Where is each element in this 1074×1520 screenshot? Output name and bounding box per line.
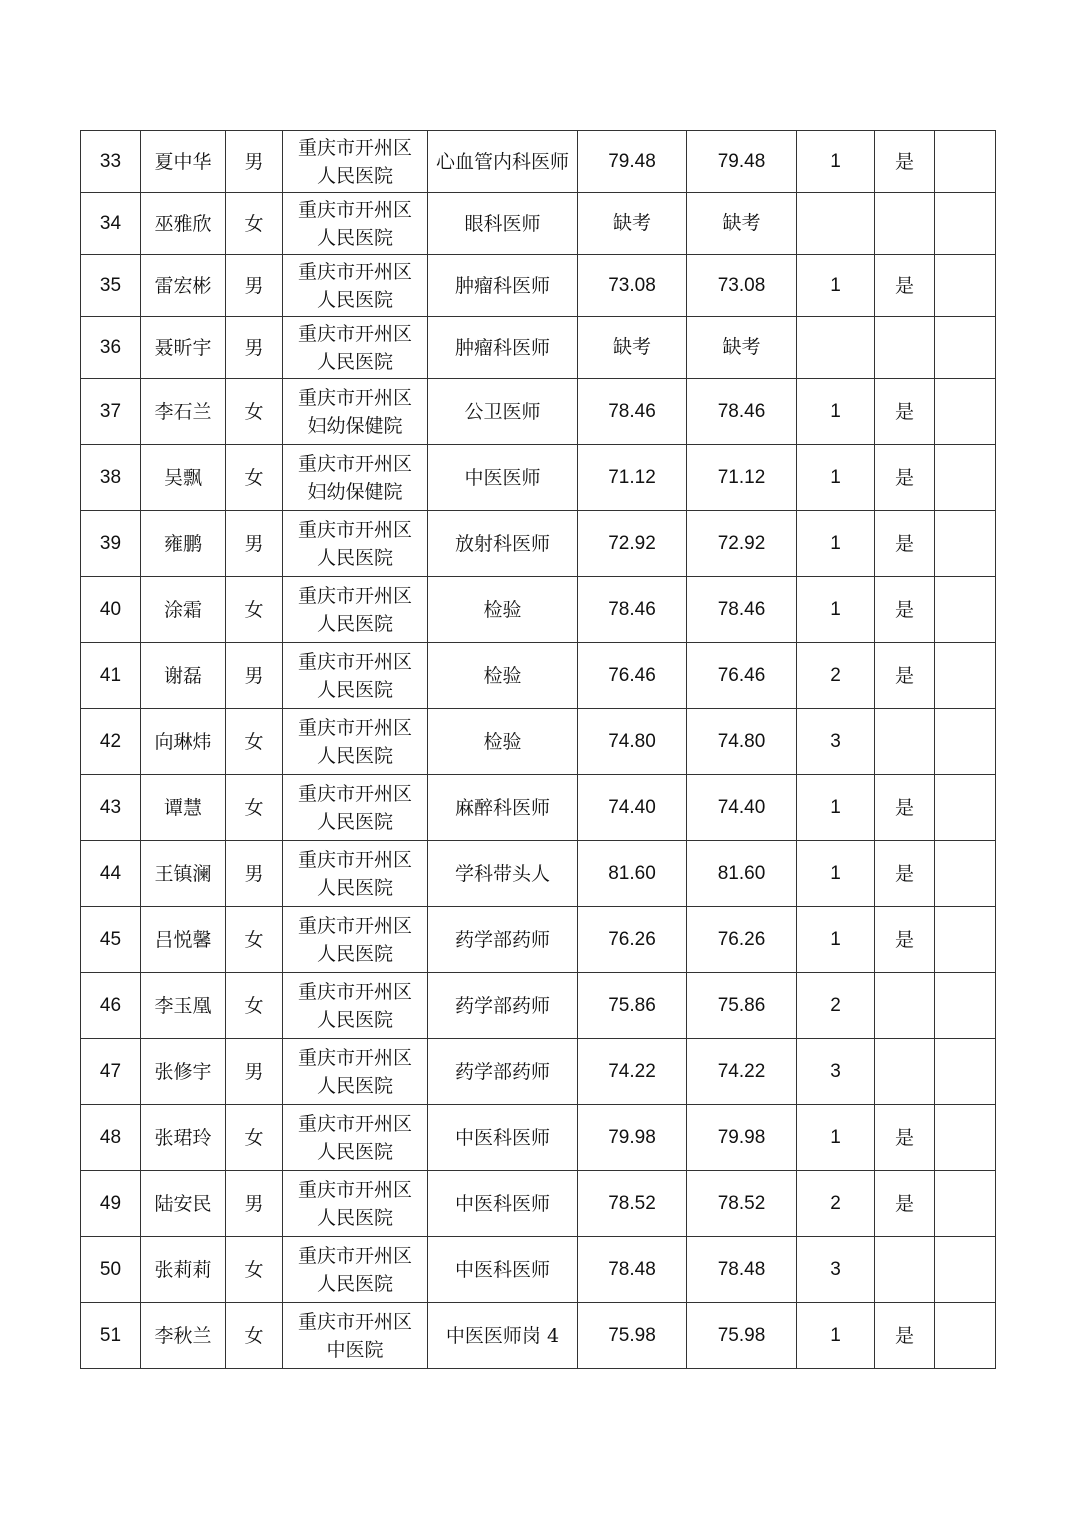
cell-unit: 重庆市开州区妇幼保健院 [283,379,428,445]
cell-enter-exam [875,1039,935,1105]
cell-written-score: 73.08 [578,255,687,317]
cell-name: 李秋兰 [141,1303,226,1369]
cell-position: 放射科医师 [428,511,578,577]
cell-enter-exam: 是 [875,1105,935,1171]
cell-enter-exam: 是 [875,131,935,193]
cell-rank: 2 [797,643,875,709]
cell-rank [797,193,875,255]
cell-total-score: 73.08 [687,255,797,317]
cell-gender: 女 [226,193,283,255]
cell-no: 40 [81,577,141,643]
table-row [81,1171,996,1237]
cell-enter-exam [875,709,935,775]
table-row [81,709,996,775]
cell-total-score: 71.12 [687,445,797,511]
cell-unit: 重庆市开州区人民医院 [283,775,428,841]
table-row [81,131,996,193]
cell-position: 药学部药师 [428,973,578,1039]
cell-written-score: 79.98 [578,1105,687,1171]
cell-position: 学科带头人 [428,841,578,907]
cell-no: 46 [81,973,141,1039]
cell-position: 检验 [428,643,578,709]
cell-enter-exam: 是 [875,379,935,445]
cell-written-score: 76.26 [578,907,687,973]
table-row [81,1303,996,1369]
cell-remark [935,379,996,445]
table-row [81,511,996,577]
table-row [81,445,996,511]
cell-no: 51 [81,1303,141,1369]
cell-rank: 1 [797,255,875,317]
cell-written-score: 79.48 [578,131,687,193]
cell-remark [935,643,996,709]
cell-written-score: 缺考 [578,193,687,255]
cell-remark [935,577,996,643]
cell-total-score: 79.98 [687,1105,797,1171]
cell-rank [797,317,875,379]
cell-no: 48 [81,1105,141,1171]
cell-unit: 重庆市开州区人民医院 [283,1039,428,1105]
cell-gender: 女 [226,1105,283,1171]
table-row [81,973,996,1039]
cell-total-score: 79.48 [687,131,797,193]
cell-unit: 重庆市开州区人民医院 [283,1105,428,1171]
results-table [80,130,996,1369]
cell-name: 吕悦馨 [141,907,226,973]
cell-unit: 重庆市开州区人民医院 [283,643,428,709]
cell-name: 巫雅欣 [141,193,226,255]
cell-enter-exam [875,193,935,255]
cell-remark [935,1039,996,1105]
cell-position: 中医医师岗 4 [428,1303,578,1369]
cell-name: 谭慧 [141,775,226,841]
cell-gender: 男 [226,643,283,709]
table-row [81,1237,996,1303]
cell-enter-exam: 是 [875,775,935,841]
cell-rank: 1 [797,841,875,907]
cell-enter-exam: 是 [875,445,935,511]
cell-total-score: 74.80 [687,709,797,775]
cell-no: 44 [81,841,141,907]
cell-rank: 1 [797,379,875,445]
cell-name: 李玉凰 [141,973,226,1039]
cell-no: 38 [81,445,141,511]
cell-name: 聂昕宇 [141,317,226,379]
cell-remark [935,1105,996,1171]
cell-remark [935,973,996,1039]
cell-total-score: 81.60 [687,841,797,907]
cell-total-score: 78.46 [687,577,797,643]
cell-position: 公卫医师 [428,379,578,445]
table-row [81,1105,996,1171]
cell-name: 谢磊 [141,643,226,709]
cell-total-score: 74.22 [687,1039,797,1105]
cell-remark [935,1237,996,1303]
cell-written-score: 78.46 [578,379,687,445]
cell-name: 吴飘 [141,445,226,511]
cell-remark [935,1171,996,1237]
cell-remark [935,131,996,193]
cell-total-score: 76.26 [687,907,797,973]
cell-no: 34 [81,193,141,255]
cell-gender: 女 [226,1303,283,1369]
cell-enter-exam [875,1237,935,1303]
cell-written-score: 75.86 [578,973,687,1039]
cell-rank: 1 [797,1303,875,1369]
cell-no: 39 [81,511,141,577]
cell-remark [935,255,996,317]
cell-gender: 女 [226,445,283,511]
table-row [81,317,996,379]
cell-written-score: 74.80 [578,709,687,775]
cell-position: 肿瘤科医师 [428,255,578,317]
cell-remark [935,317,996,379]
cell-rank: 1 [797,511,875,577]
cell-gender: 男 [226,255,283,317]
cell-enter-exam: 是 [875,841,935,907]
cell-position: 肿瘤科医师 [428,317,578,379]
cell-remark [935,841,996,907]
cell-no: 50 [81,1237,141,1303]
table-row [81,577,996,643]
cell-rank: 2 [797,1171,875,1237]
cell-name: 张修宇 [141,1039,226,1105]
cell-gender: 女 [226,577,283,643]
cell-enter-exam [875,973,935,1039]
cell-written-score: 81.60 [578,841,687,907]
cell-unit: 重庆市开州区人民医院 [283,973,428,1039]
cell-written-score: 72.92 [578,511,687,577]
cell-gender: 女 [226,1237,283,1303]
cell-name: 雍鹏 [141,511,226,577]
cell-rank: 1 [797,775,875,841]
cell-unit: 重庆市开州区人民医院 [283,511,428,577]
cell-position: 药学部药师 [428,907,578,973]
cell-unit: 重庆市开州区人民医院 [283,1171,428,1237]
cell-rank: 1 [797,445,875,511]
cell-name: 张珺玲 [141,1105,226,1171]
cell-rank: 3 [797,709,875,775]
table-row [81,255,996,317]
cell-no: 35 [81,255,141,317]
cell-position: 药学部药师 [428,1039,578,1105]
cell-no: 43 [81,775,141,841]
cell-enter-exam: 是 [875,255,935,317]
cell-position: 中医医师 [428,445,578,511]
cell-rank: 3 [797,1237,875,1303]
cell-total-score: 缺考 [687,317,797,379]
cell-name: 雷宏彬 [141,255,226,317]
cell-rank: 1 [797,1105,875,1171]
cell-remark [935,1303,996,1369]
cell-written-score: 74.22 [578,1039,687,1105]
cell-written-score: 75.98 [578,1303,687,1369]
cell-written-score: 缺考 [578,317,687,379]
table-row [81,907,996,973]
table-row [81,643,996,709]
cell-position: 麻醉科医师 [428,775,578,841]
cell-no: 49 [81,1171,141,1237]
cell-total-score: 74.40 [687,775,797,841]
cell-total-score: 75.98 [687,1303,797,1369]
table-row [81,1039,996,1105]
cell-position: 眼科医师 [428,193,578,255]
cell-no: 47 [81,1039,141,1105]
cell-rank: 3 [797,1039,875,1105]
cell-name: 张莉莉 [141,1237,226,1303]
cell-total-score: 78.48 [687,1237,797,1303]
cell-enter-exam: 是 [875,907,935,973]
cell-no: 33 [81,131,141,193]
cell-name: 向琳炜 [141,709,226,775]
cell-gender: 男 [226,1171,283,1237]
cell-total-score: 76.46 [687,643,797,709]
cell-gender: 男 [226,841,283,907]
cell-total-score: 缺考 [687,193,797,255]
cell-gender: 女 [226,973,283,1039]
cell-rank: 1 [797,907,875,973]
cell-rank: 2 [797,973,875,1039]
table-row [81,379,996,445]
cell-remark [935,193,996,255]
cell-enter-exam: 是 [875,643,935,709]
cell-remark [935,511,996,577]
cell-unit: 重庆市开州区人民医院 [283,1237,428,1303]
cell-unit: 重庆市开州区人民医院 [283,193,428,255]
cell-remark [935,775,996,841]
cell-enter-exam: 是 [875,511,935,577]
table-row [81,775,996,841]
cell-position: 中医科医师 [428,1237,578,1303]
cell-position: 中医科医师 [428,1171,578,1237]
cell-no: 45 [81,907,141,973]
cell-no: 36 [81,317,141,379]
cell-position: 心血管内科医师 [428,131,578,193]
cell-written-score: 78.46 [578,577,687,643]
cell-name: 涂霜 [141,577,226,643]
cell-remark [935,445,996,511]
cell-unit: 重庆市开州区人民医院 [283,131,428,193]
cell-unit: 重庆市开州区人民医院 [283,907,428,973]
cell-total-score: 72.92 [687,511,797,577]
cell-position: 检验 [428,709,578,775]
cell-no: 37 [81,379,141,445]
cell-unit: 重庆市开州区中医院 [283,1303,428,1369]
cell-enter-exam [875,317,935,379]
cell-rank: 1 [797,131,875,193]
cell-gender: 女 [226,379,283,445]
table-row [81,193,996,255]
cell-position: 中医科医师 [428,1105,578,1171]
cell-gender: 男 [226,1039,283,1105]
cell-name: 夏中华 [141,131,226,193]
table-row [81,841,996,907]
cell-gender: 男 [226,317,283,379]
cell-total-score: 78.46 [687,379,797,445]
cell-unit: 重庆市开州区人民医院 [283,317,428,379]
cell-written-score: 74.40 [578,775,687,841]
cell-name: 王镇澜 [141,841,226,907]
cell-no: 41 [81,643,141,709]
cell-gender: 男 [226,131,283,193]
cell-enter-exam: 是 [875,1303,935,1369]
cell-rank: 1 [797,577,875,643]
cell-name: 陆安民 [141,1171,226,1237]
cell-written-score: 76.46 [578,643,687,709]
cell-unit: 重庆市开州区人民医院 [283,841,428,907]
cell-gender: 女 [226,775,283,841]
cell-enter-exam: 是 [875,1171,935,1237]
cell-written-score: 71.12 [578,445,687,511]
cell-gender: 男 [226,511,283,577]
cell-name: 李石兰 [141,379,226,445]
cell-written-score: 78.48 [578,1237,687,1303]
cell-no: 42 [81,709,141,775]
results-table-body [81,131,996,1369]
cell-gender: 女 [226,709,283,775]
cell-unit: 重庆市开州区人民医院 [283,577,428,643]
cell-enter-exam: 是 [875,577,935,643]
cell-position: 检验 [428,577,578,643]
cell-gender: 女 [226,907,283,973]
cell-remark [935,709,996,775]
cell-written-score: 78.52 [578,1171,687,1237]
cell-unit: 重庆市开州区人民医院 [283,255,428,317]
cell-total-score: 75.86 [687,973,797,1039]
cell-remark [935,907,996,973]
cell-unit: 重庆市开州区妇幼保健院 [283,445,428,511]
cell-total-score: 78.52 [687,1171,797,1237]
cell-unit: 重庆市开州区人民医院 [283,709,428,775]
